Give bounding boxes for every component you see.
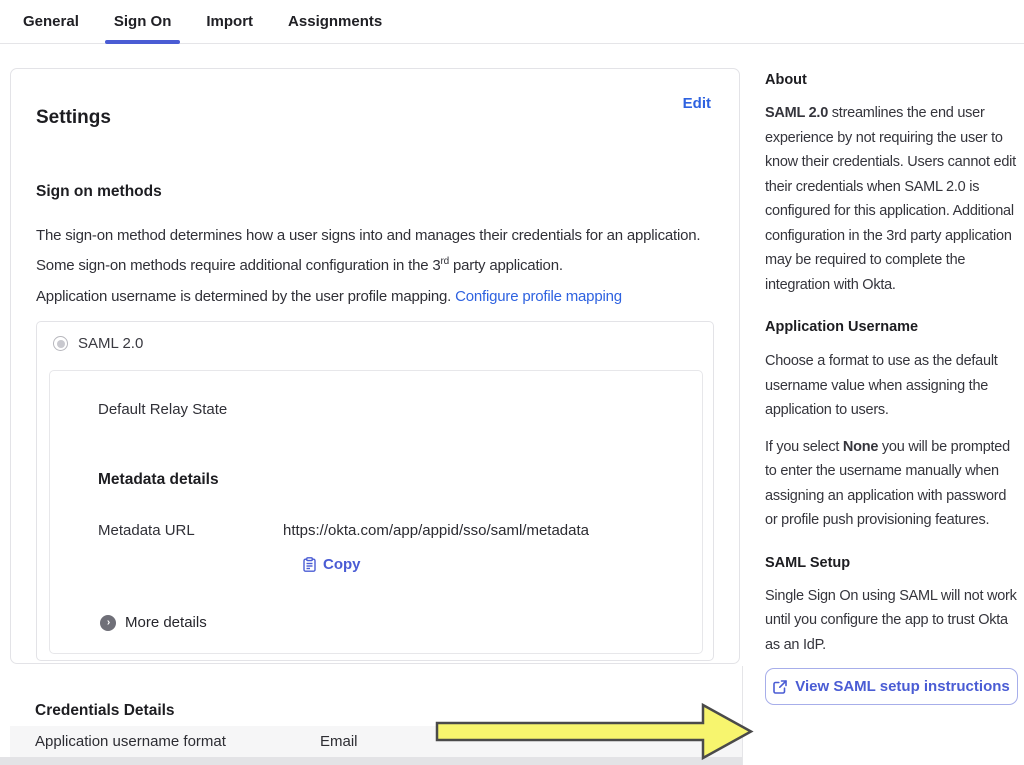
saml-radio-row[interactable] <box>53 335 143 352</box>
default-relay-state-label: Default Relay State <box>98 401 228 418</box>
app-tab-bar <box>0 0 1024 44</box>
saml-details-panel <box>49 370 703 654</box>
content-sidebar-divider <box>742 666 743 765</box>
about-body: streamlines the end user experience by not requiring the user to know their credentials. Users cannot edit their credentials when SAML 2.0 is configured for this application. Additional configuration in the 3rd party application may be required to complete the integration with Okta. <box>765 105 1016 293</box>
description-text: The sign-on method determines how a user signs into and manages their credentials for an application. Some sign-on methods require additional configuration in the 3 <box>36 227 701 274</box>
about-text <box>765 101 1018 297</box>
sign-on-methods-heading: Sign on methods <box>36 182 162 200</box>
username-mapping-note <box>36 284 726 310</box>
saml-radio-label: SAML 2.0 <box>78 335 144 352</box>
tab-assignments[interactable]: Assignments <box>288 13 383 30</box>
view-saml-setup-instructions-button[interactable] <box>765 668 1018 705</box>
external-link-icon <box>773 680 787 694</box>
credentials-details-heading: Credentials Details <box>35 701 175 719</box>
saml-setup-text: Single Sign On using SAML will not work until you configure the app to trust Okta as an IdP. <box>765 587 1017 653</box>
none-bold-term: None <box>842 438 879 455</box>
username-note-text: Application username is determined by the user profile mapping. <box>36 288 452 305</box>
tab-general[interactable]: General <box>23 13 79 30</box>
metadata-details-heading: Metadata details <box>98 471 219 488</box>
application-username-heading: Application Username <box>765 319 919 335</box>
configure-profile-mapping-link[interactable]: Configure profile mapping <box>455 288 622 305</box>
radio-dot <box>57 340 65 348</box>
more-details-toggle[interactable] <box>100 614 207 631</box>
clipboard-icon <box>303 557 316 572</box>
tab-sign-on[interactable]: Sign On <box>105 0 181 43</box>
settings-card <box>10 68 740 664</box>
sign-on-methods-description <box>36 223 701 279</box>
metadata-url-label: Metadata URL <box>98 522 195 539</box>
next-row-edge <box>0 757 742 765</box>
metadata-url-value: https://okta.com/app/appid/sso/saml/metadata <box>283 522 589 539</box>
none-pre: If you select <box>765 438 843 455</box>
about-heading: About <box>765 72 807 88</box>
saml-option-box <box>36 321 714 661</box>
description-text-end: party application. <box>449 257 563 274</box>
edit-button[interactable]: Edit <box>682 95 711 112</box>
none-post: you will be prompted to enter the username manually when assigning an application with password or profile push provisioning features. <box>765 438 1010 528</box>
application-username-format-label: Application username format <box>35 733 226 750</box>
tab-import[interactable]: Import <box>206 13 254 30</box>
chevron-right-icon: › <box>100 615 116 631</box>
saml-radio-button[interactable] <box>53 336 68 351</box>
saml-setup-heading: SAML Setup <box>765 554 851 571</box>
copy-metadata-url-button[interactable] <box>303 556 361 573</box>
button-label: View SAML setup instructions <box>795 678 1010 695</box>
copy-label: Copy <box>323 556 361 573</box>
about-bold-term: SAML 2.0 <box>765 105 829 121</box>
ordinal-superscript: rd <box>440 256 450 267</box>
settings-title: Settings <box>36 106 111 128</box>
more-details-label: More details <box>125 614 207 631</box>
application-username-format-value: Email <box>320 733 358 750</box>
application-username-text-2 <box>765 435 1018 533</box>
application-username-text-1: Choose a format to use as the default username value when assigning the application to users. <box>765 353 998 418</box>
help-sidebar <box>765 60 1018 705</box>
table-row <box>10 726 742 757</box>
